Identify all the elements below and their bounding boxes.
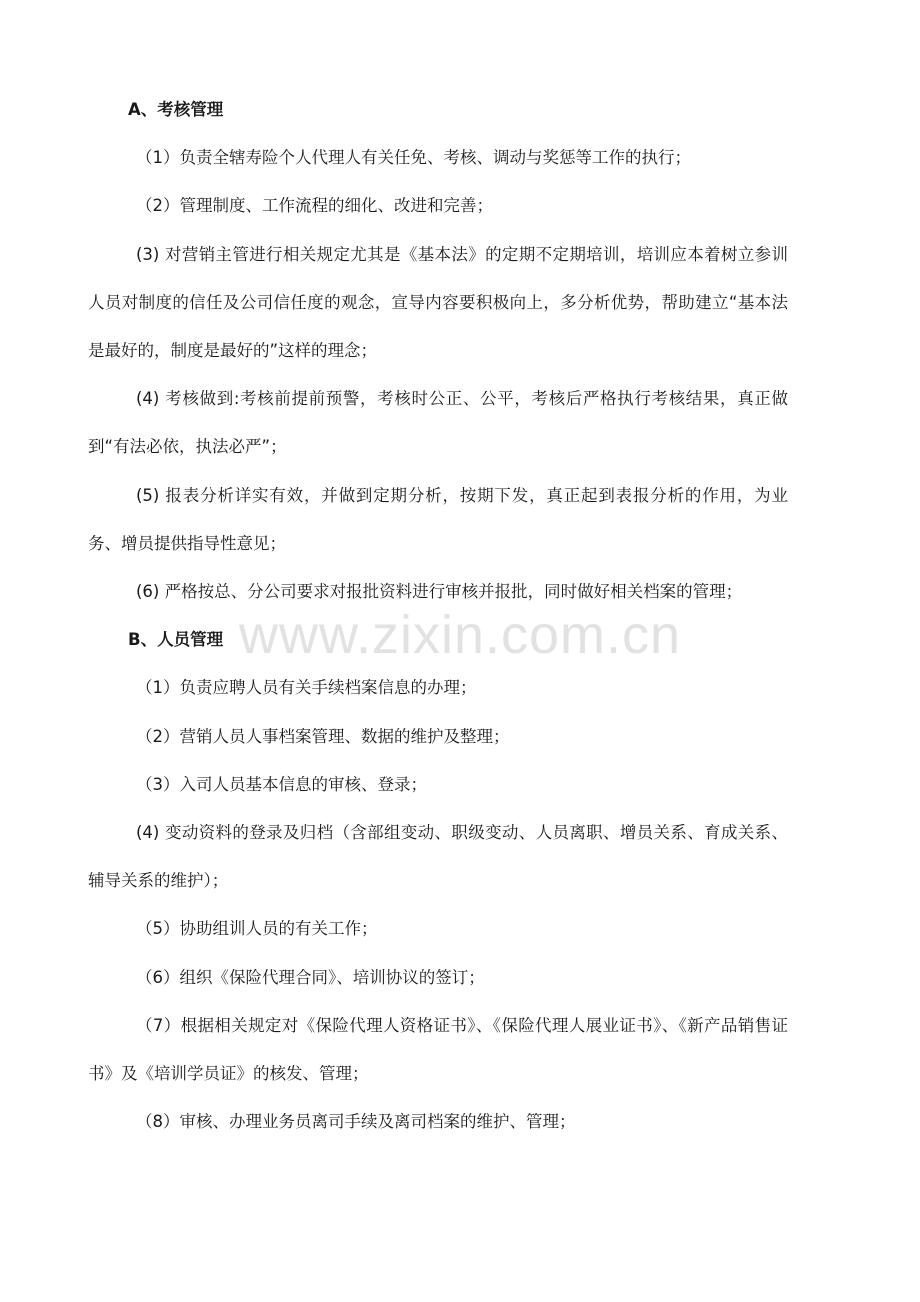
document-body	[88, 86, 788, 1146]
section-b-item-2: （2）营销人员人事档案管理、数据的维护及整理；	[136, 726, 510, 746]
section-a-item-4: (4) 考核做到:考核前提前预警，考核时公正、公平，考核后严格执行考核结果，真正做到“有法必依，执法必严”；	[88, 389, 788, 457]
section-b-item-1: （1）负责应聘人员有关手续档案信息的办理；	[136, 678, 477, 698]
section-a-item-6: (6) 严格按总、分公司要求对报批资料进行审核并报批，同时做好相关档案的管理；	[136, 582, 743, 602]
section-a-item-2: （2）管理制度、工作流程的细化、改进和完善；	[136, 196, 493, 216]
section-b-item-6: （6）组织《保险代理合同》、培训协议的签订；	[136, 967, 485, 987]
section-a-item-3: (3) 对营销主管进行相关规定尤其是《基本法》的定期不定期培训，培训应本着树立参训人员对制度的信任及公司信任度的观念，宣导内容要积极向上，多分析优势，帮助建立“基本法是最好的，制度是最好的”这样的理念；	[88, 244, 788, 361]
section-b-heading: B、人员管理	[128, 630, 224, 650]
watermark-text: www.zixin.com.cn	[238, 605, 682, 665]
section-a-heading: A、考核管理	[128, 100, 224, 119]
section-a-item-1: （1）负责全辖寿险个人代理人有关任免、考核、调动与奖惩等工作的执行；	[136, 148, 691, 168]
section-b-item-3: （3）入司人员基本信息的审核、登录；	[136, 774, 427, 794]
section-b-item-4: (4) 变动资料的登录及归档（含部组变动、职级变动、人员离职、增员关系、育成关系、辅导关系的维护）；	[88, 823, 788, 891]
section-a-item-5: (5) 报表分析详实有效，并做到定期分析，按期下发，真正起到表报分析的作用，为业务、增员提供指导性意见；	[88, 485, 788, 553]
section-b-item-8: （8）审核、办理业务员离司手续及离司档案的维护、管理；	[136, 1112, 576, 1132]
section-b-item-5: （5）协助组训人员的有关工作；	[136, 919, 378, 939]
section-b-item-7: （7）根据相关规定对《保险代理人资格证书》、《保险代理人展业证书》、《新产品销售证书》及《培训学员证》的核发、管理；	[88, 1015, 788, 1084]
